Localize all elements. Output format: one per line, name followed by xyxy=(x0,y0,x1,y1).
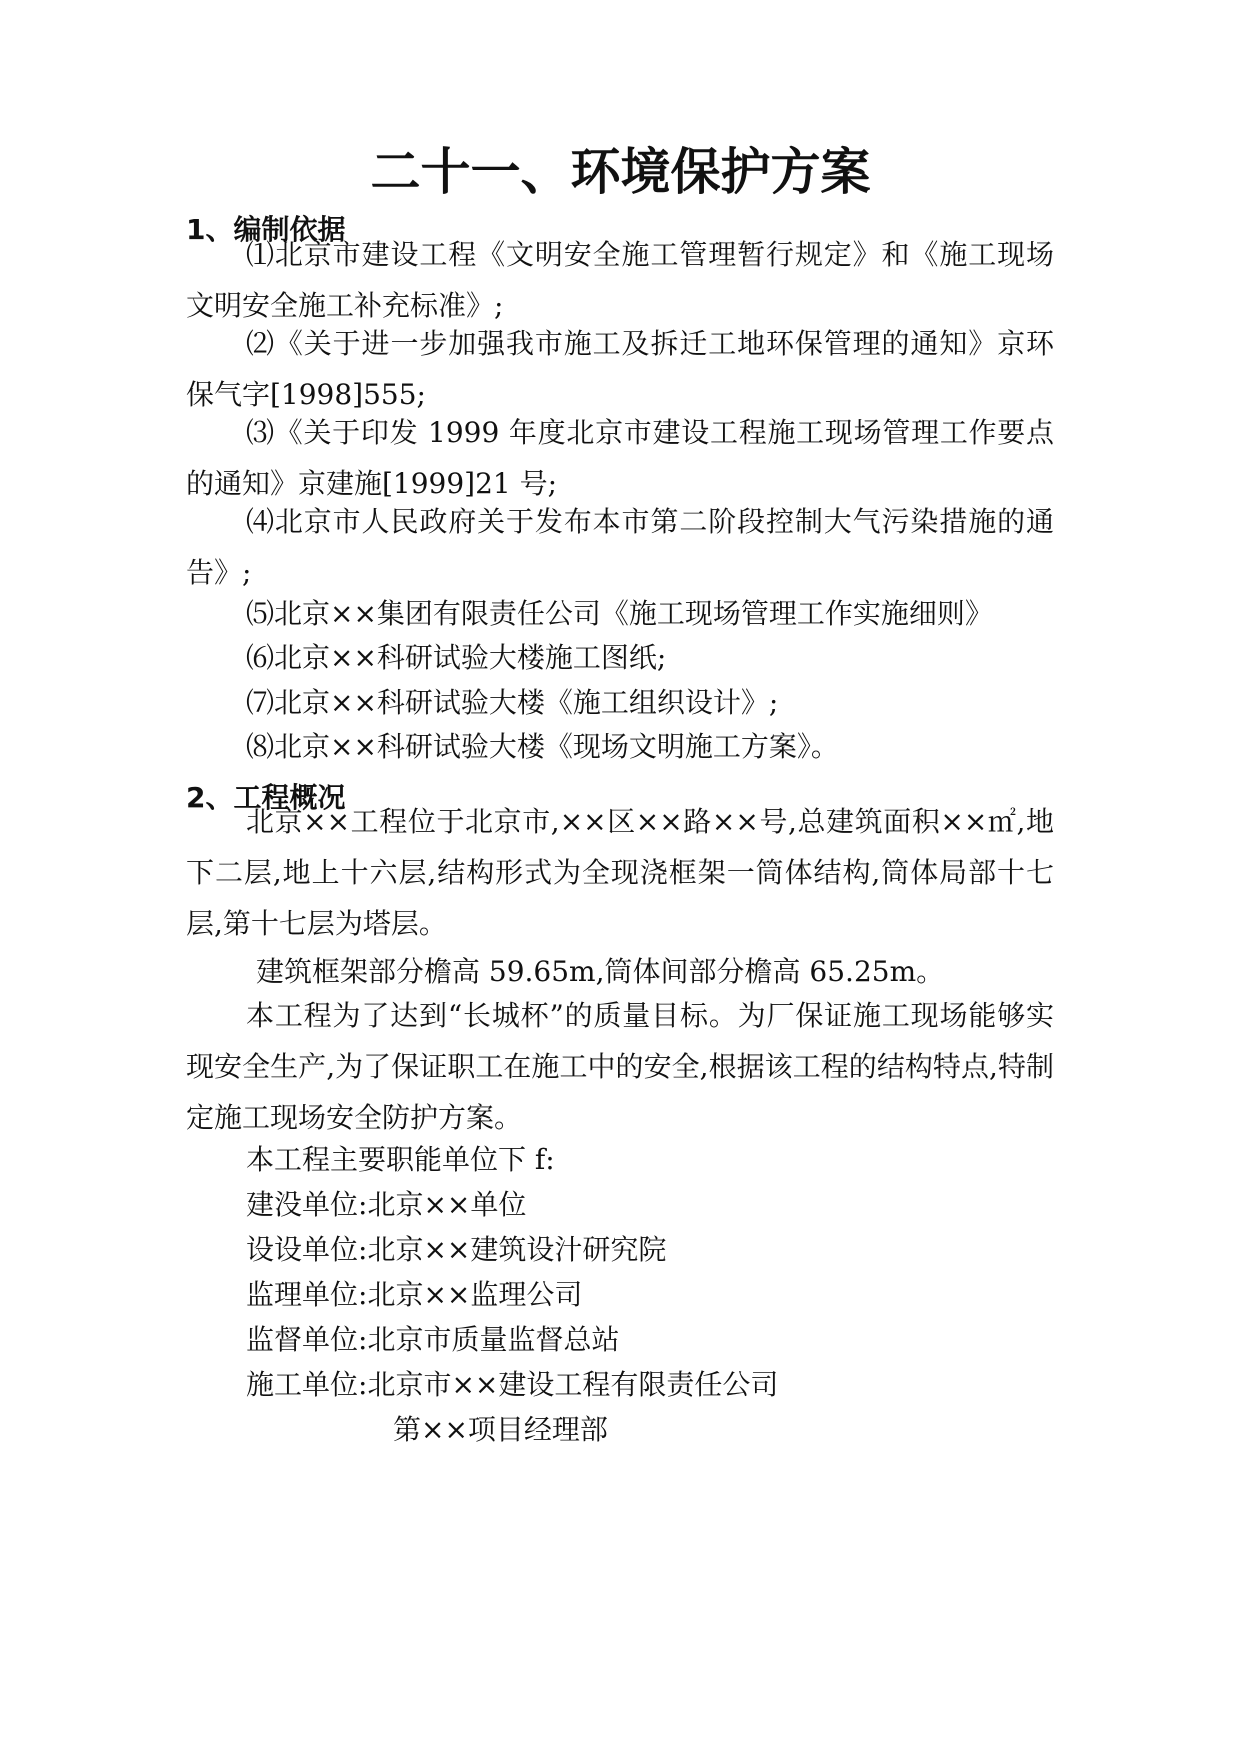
basis-item-8: ⑻北京××科研试验大楼《现场文明施工方案》。 xyxy=(246,730,839,763)
unit-row-owner xyxy=(246,1185,526,1225)
basis-item-3: ⑶《关于印发 1999 年度北京市建设工程施工现场管理工作要点的通知》京建施[1999]21 号; xyxy=(186,416,1054,500)
unit-label: 施工单位: xyxy=(246,1368,368,1401)
unit-value: 北京市质量监督总站 xyxy=(367,1323,620,1356)
unit-label: 设设单位: xyxy=(246,1233,368,1266)
unit-value: 北京××单位 xyxy=(367,1188,527,1221)
page-title: 二十一、环境保护方案 xyxy=(370,143,871,201)
units-intro: 本工程主要职能单位下 f: xyxy=(246,1143,555,1176)
overview-paragraph-3: 本工程为了达到“长城杯”的质量目标。为厂保证施工现场能够实现安全生产,为了保证职工在施工中的安全,根据该工程的结构特点,特制定施工现场安全防护方案。 xyxy=(186,999,1054,1134)
unit-extra-line: 第××项目经理部 xyxy=(393,1413,608,1446)
basis-item-2: ⑵《关于进一步加强我市施工及拆迁工地环保管理的通知》京环保气字[1998]555; xyxy=(186,327,1054,411)
unit-row-inspection xyxy=(246,1320,619,1360)
section-heading-basis: 1、编制依据 xyxy=(186,213,346,246)
unit-value: 北京××建筑设汁研究院 xyxy=(367,1233,667,1266)
basis-item-6: ⑹北京××科研试验大楼施工图纸; xyxy=(246,641,667,674)
unit-value: 北京××监理公司 xyxy=(367,1278,583,1311)
basis-item-5: ⑸北京××集团有限责任公司《施工现场管理工作实施细则》 xyxy=(246,597,993,630)
unit-label: 建没单位: xyxy=(246,1188,368,1221)
basis-item-4: ⑷北京市人民政府关于发布本市第二阶段控制大气污染措施的通告》; xyxy=(186,505,1054,589)
basis-item-1: ⑴北京市建设工程《文明安全施工管理暂行规定》和《施工现场文明安全施工补充标准》; xyxy=(186,238,1054,322)
unit-label: 监理单位: xyxy=(246,1278,368,1311)
basis-item-7: ⑺北京××科研试验大楼《施工组织设计》; xyxy=(246,686,779,719)
section-heading-overview: 2、工程概况 xyxy=(186,781,346,814)
unit-row-design xyxy=(246,1230,666,1270)
overview-paragraph-2: 建筑框架部分檐高 59.65m,筒体间部分檐高 65.25m。 xyxy=(256,955,945,988)
unit-row-supervision xyxy=(246,1275,582,1315)
unit-label: 监督单位: xyxy=(246,1323,368,1356)
unit-row-construction xyxy=(246,1365,778,1405)
overview-paragraph-1: 北京××工程位于北京市,××区××路××号,总建筑面积××㎡,地下二层,地上十六层,结构形式为全现浇框架一筒体结构,筒体局部十七层,第十七层为塔层。 xyxy=(186,805,1054,940)
unit-value: 北京市××建设工程有限责任公司 xyxy=(367,1368,779,1401)
